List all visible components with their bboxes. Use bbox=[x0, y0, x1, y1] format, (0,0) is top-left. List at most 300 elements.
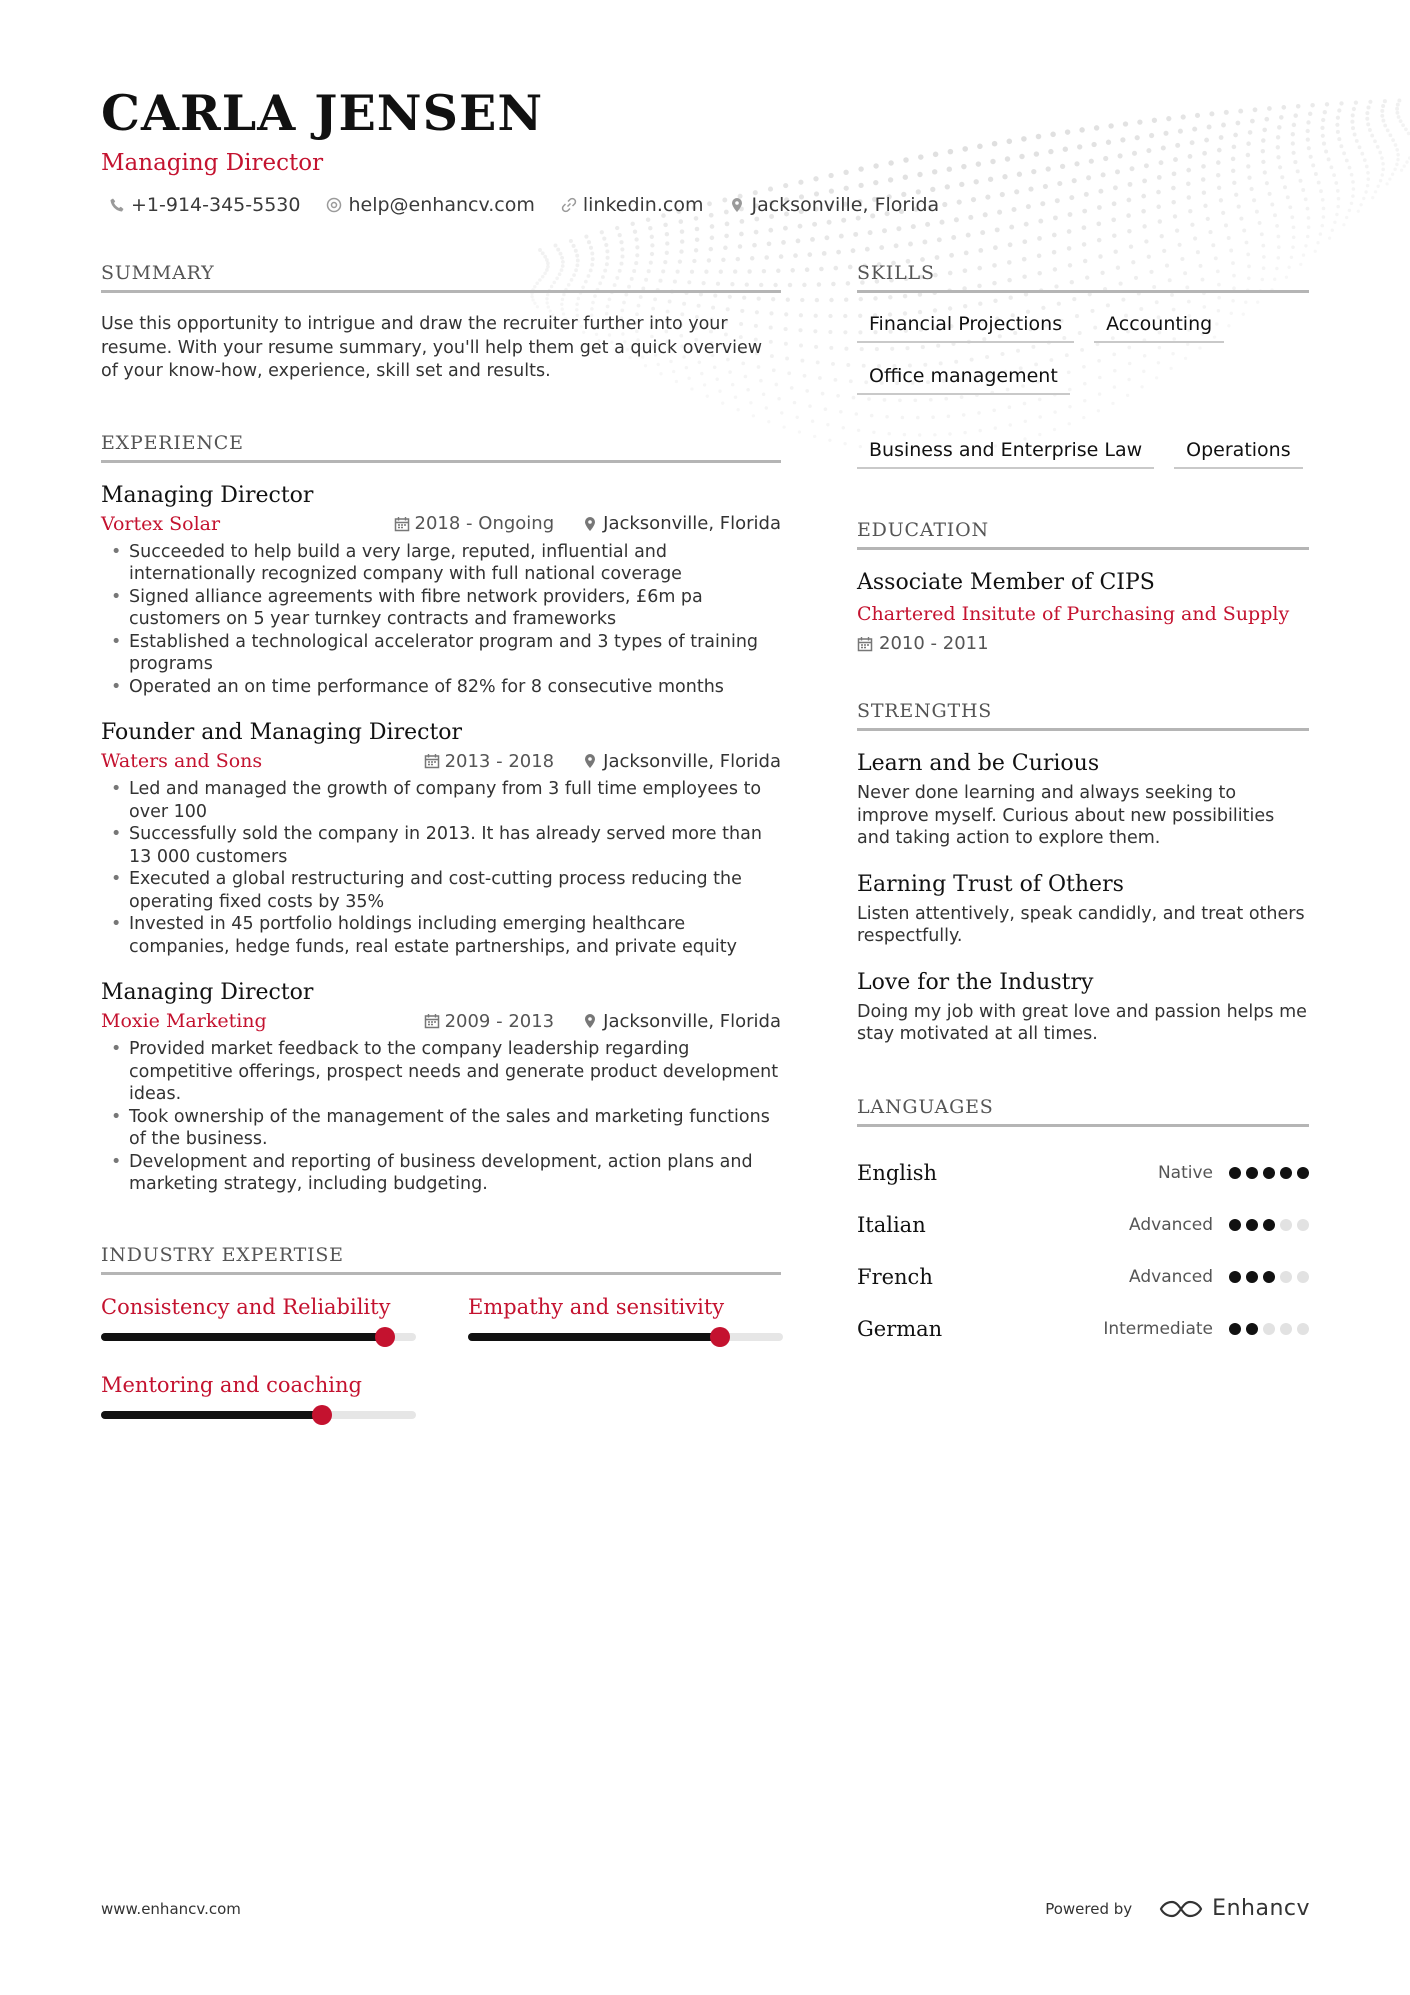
strength-title: Earning Trust of Others bbox=[857, 871, 1124, 897]
pattern-dot bbox=[1396, 153, 1400, 157]
rating-dot-empty bbox=[1263, 1323, 1275, 1335]
pattern-dot bbox=[1316, 241, 1319, 244]
pattern-dot bbox=[1178, 243, 1182, 247]
pattern-dot bbox=[1336, 189, 1340, 193]
pattern-dot bbox=[1381, 173, 1384, 176]
pattern-dot bbox=[752, 243, 757, 248]
expertise-bar bbox=[101, 1333, 416, 1341]
pattern-dot bbox=[836, 394, 840, 398]
pattern-dot bbox=[1397, 115, 1401, 119]
pattern-dot bbox=[1242, 229, 1246, 233]
pattern-dot bbox=[1399, 119, 1403, 123]
pattern-dot bbox=[1348, 209, 1351, 212]
pattern-dot bbox=[750, 256, 755, 261]
expertise-bar-fill bbox=[468, 1333, 720, 1341]
pattern-dot bbox=[724, 234, 729, 239]
pattern-dot bbox=[1381, 162, 1385, 166]
pattern-dot bbox=[590, 252, 594, 256]
pattern-dot bbox=[1127, 229, 1132, 234]
pattern-dot bbox=[554, 244, 558, 248]
expertise-bar-knob bbox=[312, 1405, 332, 1425]
calendar-icon bbox=[424, 753, 440, 769]
pattern-dot bbox=[620, 247, 624, 251]
pattern-dot bbox=[1290, 256, 1293, 259]
expertise-heading: INDUSTRY EXPERTISE bbox=[101, 1244, 781, 1275]
pattern-dot bbox=[828, 314, 832, 318]
job-bullets bbox=[101, 778, 781, 958]
pattern-dot bbox=[1024, 222, 1029, 227]
pattern-dot bbox=[841, 218, 846, 223]
pattern-dot bbox=[556, 248, 560, 252]
pattern-dot bbox=[842, 426, 845, 429]
expertise-label: Consistency and Reliability bbox=[101, 1294, 391, 1319]
pattern-dot bbox=[784, 327, 788, 331]
pattern-dot bbox=[824, 407, 828, 411]
pattern-dot bbox=[1306, 207, 1310, 211]
pattern-dot bbox=[826, 423, 829, 426]
pattern-dot bbox=[1401, 123, 1405, 127]
pattern-dot bbox=[1379, 179, 1382, 182]
pattern-dot bbox=[1239, 217, 1243, 221]
brand-logo[interactable] bbox=[1158, 1896, 1310, 1921]
strength-description: Listen attentively, speak candidly, and treat others respectfully. bbox=[857, 903, 1305, 946]
expertise-bar bbox=[468, 1333, 783, 1341]
rating-dot-filled bbox=[1263, 1167, 1275, 1179]
pattern-dot bbox=[1175, 228, 1179, 232]
rating-dot-filled bbox=[1263, 1271, 1275, 1283]
pattern-dot bbox=[813, 329, 817, 333]
expertise-bar-fill bbox=[101, 1333, 385, 1341]
pattern-dot bbox=[1376, 145, 1380, 149]
pattern-dot bbox=[814, 314, 818, 318]
pattern-dot bbox=[767, 241, 772, 246]
pattern-dot bbox=[1371, 196, 1374, 199]
pattern-dot bbox=[1275, 224, 1279, 228]
pattern-dot bbox=[1333, 221, 1336, 224]
pattern-dot bbox=[1352, 107, 1356, 111]
job-location-text: Jacksonville, Florida bbox=[603, 750, 781, 772]
pattern-dot bbox=[1364, 190, 1367, 193]
language-level: Intermediate bbox=[1103, 1318, 1213, 1339]
pattern-dot bbox=[1052, 233, 1057, 238]
skill-tag: Office management bbox=[857, 365, 1070, 395]
pattern-dot bbox=[1374, 190, 1377, 193]
pattern-dot bbox=[635, 245, 639, 249]
pattern-dot bbox=[1363, 158, 1367, 162]
pattern-dot bbox=[843, 330, 847, 334]
pattern-dot bbox=[1160, 234, 1164, 238]
pattern-dot bbox=[1314, 172, 1318, 176]
rating-dot-filled bbox=[1280, 1167, 1292, 1179]
pattern-dot bbox=[796, 239, 801, 244]
pattern-dot bbox=[1053, 215, 1058, 220]
language-level: Native bbox=[1157, 1162, 1213, 1183]
pattern-dot bbox=[1304, 197, 1308, 201]
pattern-dot bbox=[836, 250, 841, 255]
pattern-dot bbox=[1327, 157, 1331, 161]
pattern-dot bbox=[665, 251, 669, 255]
pattern-dot bbox=[795, 416, 798, 419]
contact-email[interactable] bbox=[326, 194, 534, 216]
job-bullet: • Development and reporting of business development, action plans and marketing strategy, including budgeting. bbox=[101, 1151, 781, 1196]
pattern-dot bbox=[1206, 217, 1210, 221]
job-bullet: • Operated an on time performance of 82% for 8 consecutive months bbox=[101, 676, 781, 699]
pattern-dot bbox=[1391, 173, 1394, 176]
pattern-dot bbox=[618, 233, 622, 237]
pattern-dot bbox=[790, 268, 795, 273]
pattern-dot bbox=[650, 235, 654, 239]
experience-heading: EXPERIENCE bbox=[101, 432, 781, 463]
pattern-dot bbox=[1052, 250, 1057, 255]
pattern-dot bbox=[1302, 253, 1305, 256]
pattern-dot bbox=[937, 237, 942, 242]
calendar-icon bbox=[857, 636, 873, 652]
rating-dot-filled bbox=[1246, 1219, 1258, 1231]
pattern-dot bbox=[1325, 102, 1329, 106]
rating-dot-filled bbox=[1246, 1271, 1258, 1283]
pattern-dot bbox=[807, 252, 812, 257]
pattern-dot bbox=[1366, 171, 1370, 175]
pattern-dot bbox=[829, 298, 833, 302]
pattern-dot bbox=[1337, 197, 1341, 201]
pattern-dot bbox=[1098, 254, 1102, 258]
pattern-dot bbox=[1214, 256, 1218, 260]
rating-dot-empty bbox=[1280, 1271, 1292, 1283]
pattern-dot bbox=[1391, 138, 1395, 142]
pattern-dot bbox=[1067, 229, 1072, 234]
pattern-dot bbox=[1366, 105, 1370, 109]
rating-dot-empty bbox=[1280, 1219, 1292, 1231]
pattern-dot bbox=[591, 257, 595, 261]
pattern-dot bbox=[1277, 245, 1281, 249]
job-title: Managing Director bbox=[101, 980, 314, 1005]
summary-heading: SUMMARY bbox=[101, 262, 781, 293]
language-item bbox=[857, 1251, 1309, 1303]
pattern-dot bbox=[827, 220, 832, 225]
pattern-dot bbox=[851, 248, 856, 253]
pattern-dot bbox=[805, 389, 809, 393]
pattern-dot bbox=[1246, 253, 1250, 257]
pattern-dot bbox=[834, 378, 838, 382]
pattern-dot bbox=[800, 359, 804, 363]
pattern-dot bbox=[852, 396, 856, 400]
pattern-dot bbox=[1193, 236, 1197, 240]
strength-description: Never done learning and always seeking to improve myself. Curious about new possibilities and taking action to explore them. bbox=[857, 783, 1275, 848]
pattern-dot bbox=[1277, 256, 1281, 260]
pattern-dot bbox=[783, 226, 788, 231]
location-pin-icon bbox=[729, 197, 745, 213]
candidate-role: Managing Director bbox=[101, 150, 324, 176]
pattern-dot bbox=[1321, 134, 1325, 138]
pattern-dot bbox=[786, 298, 790, 302]
powered-by-label: Powered by bbox=[1045, 1899, 1133, 1918]
contact-phone[interactable] bbox=[109, 194, 300, 216]
skills-list bbox=[857, 313, 1309, 469]
language-rating bbox=[1229, 1167, 1309, 1179]
pattern-dot bbox=[1307, 146, 1311, 150]
pattern-dot bbox=[849, 379, 853, 383]
pattern-dot bbox=[620, 254, 624, 258]
pattern-dot bbox=[648, 226, 652, 230]
pattern-dot bbox=[1037, 253, 1042, 258]
company-name: Vortex Solar bbox=[101, 512, 221, 535]
pattern-dot bbox=[1022, 239, 1027, 244]
pattern-dot bbox=[1311, 163, 1315, 167]
pattern-dot bbox=[695, 227, 700, 232]
rating-dot-filled bbox=[1263, 1219, 1275, 1231]
pattern-dot bbox=[1366, 122, 1370, 126]
rating-dot-empty bbox=[1297, 1219, 1309, 1231]
pattern-dot bbox=[810, 237, 815, 242]
pattern-dot bbox=[1404, 127, 1408, 131]
pattern-dot bbox=[843, 314, 847, 318]
pattern-dot bbox=[695, 237, 700, 242]
pattern-dot bbox=[665, 232, 669, 236]
pattern-dot bbox=[710, 224, 715, 229]
pattern-dot bbox=[843, 442, 846, 445]
pattern-dot bbox=[833, 266, 838, 271]
pattern-dot bbox=[949, 253, 954, 258]
pattern-dot bbox=[1114, 250, 1118, 254]
pattern-dot bbox=[634, 237, 638, 241]
pattern-dot bbox=[1377, 185, 1380, 188]
pattern-dot bbox=[1395, 163, 1398, 166]
pattern-dot bbox=[1112, 233, 1117, 238]
pattern-dot bbox=[1321, 224, 1325, 228]
expertise-label: Mentoring and coaching bbox=[101, 1372, 362, 1397]
pattern-dot bbox=[784, 342, 788, 346]
pattern-dot bbox=[1224, 223, 1228, 227]
pattern-dot bbox=[1360, 152, 1364, 156]
rating-dot-filled bbox=[1229, 1271, 1241, 1283]
language-item bbox=[857, 1303, 1309, 1355]
pattern-dot bbox=[1211, 243, 1215, 247]
pattern-dot bbox=[694, 216, 699, 221]
contact-linkedin[interactable] bbox=[561, 194, 704, 216]
pattern-dot bbox=[1373, 139, 1377, 143]
pattern-dot bbox=[1355, 139, 1359, 143]
pattern-dot bbox=[896, 226, 901, 231]
pattern-dot bbox=[1320, 126, 1324, 130]
pattern-dot bbox=[790, 386, 794, 390]
pattern-dot bbox=[1380, 156, 1384, 160]
pattern-dot bbox=[764, 255, 769, 260]
pattern-dot bbox=[587, 240, 591, 244]
pattern-dot bbox=[844, 347, 848, 351]
expertise-bar bbox=[101, 1411, 416, 1419]
experience-item bbox=[101, 980, 781, 1196]
expertise-bar-knob bbox=[710, 1327, 730, 1347]
pattern-dot bbox=[1358, 145, 1362, 149]
pattern-dot bbox=[1291, 246, 1295, 250]
pattern-dot bbox=[1386, 129, 1390, 133]
pattern-dot bbox=[882, 228, 887, 233]
pattern-dot bbox=[543, 255, 547, 259]
pattern-dot bbox=[1129, 245, 1133, 249]
strength-title: Learn and be Curious bbox=[857, 751, 1100, 776]
pattern-dot bbox=[1351, 113, 1355, 117]
job-bullet: • Signed alliance agreements with fibre network providers, £6m pa customers on 5 year turnkey contracts and frameworks bbox=[101, 586, 781, 631]
pattern-dot bbox=[811, 419, 814, 422]
pattern-dot bbox=[800, 298, 804, 302]
pattern-dot bbox=[1342, 151, 1346, 155]
expertise-item bbox=[101, 1373, 416, 1419]
pattern-dot bbox=[663, 223, 668, 228]
pattern-dot bbox=[680, 229, 685, 234]
left-column bbox=[101, 262, 781, 1419]
job-bullets bbox=[101, 541, 781, 699]
pattern-dot bbox=[1400, 169, 1403, 172]
pattern-dot bbox=[1381, 168, 1385, 172]
pattern-dot bbox=[1321, 198, 1325, 202]
pattern-dot bbox=[768, 228, 773, 233]
pattern-dot bbox=[793, 401, 797, 405]
contact-location-text: Jacksonville, Florida bbox=[751, 194, 940, 216]
pattern-dot bbox=[1335, 123, 1339, 127]
job-location-text: Jacksonville, Florida bbox=[603, 1010, 781, 1032]
pattern-dot bbox=[1365, 117, 1369, 121]
pattern-dot bbox=[1317, 181, 1321, 185]
pattern-dot bbox=[814, 345, 818, 349]
pattern-dot bbox=[665, 241, 669, 245]
pattern-dot bbox=[575, 254, 579, 258]
pattern-dot bbox=[1229, 249, 1233, 253]
pattern-dot bbox=[966, 233, 971, 238]
pattern-dot bbox=[1388, 177, 1391, 180]
language-name: Italian bbox=[857, 1212, 926, 1237]
summary-text: Use this opportunity to intrigue and draw the recruiter further into your resume. With your resume summary, you'll help them get a quick overview of your know-how, experience, skill set and results. bbox=[101, 314, 763, 381]
pattern-dot bbox=[818, 376, 822, 380]
pattern-dot bbox=[821, 392, 825, 396]
pattern-dot bbox=[1331, 229, 1334, 232]
pattern-dot bbox=[680, 239, 684, 243]
pattern-dot bbox=[1403, 165, 1406, 168]
pattern-dot bbox=[816, 360, 820, 364]
pattern-dot bbox=[1208, 230, 1212, 234]
experience-item bbox=[101, 720, 781, 958]
pattern-dot bbox=[1196, 250, 1200, 254]
strength-item bbox=[857, 970, 1309, 1046]
pattern-dot bbox=[1324, 149, 1328, 153]
pattern-dot bbox=[1367, 177, 1371, 181]
pattern-dot bbox=[1339, 101, 1343, 105]
job-dates bbox=[424, 1011, 555, 1032]
pattern-dot bbox=[1292, 236, 1296, 240]
pattern-dot bbox=[779, 254, 784, 259]
pattern-dot bbox=[853, 232, 858, 237]
pattern-dot bbox=[839, 234, 844, 239]
pattern-dot bbox=[1389, 133, 1393, 137]
pattern-dot bbox=[908, 242, 913, 247]
language-item bbox=[857, 1199, 1309, 1251]
job-bullet: • Took ownership of the management of the sales and marketing functions of the business. bbox=[101, 1106, 781, 1151]
contact-email-text: help@enhancv.com bbox=[348, 194, 535, 216]
pattern-dot bbox=[1245, 241, 1249, 245]
company-name: Waters and Sons bbox=[101, 750, 263, 772]
rating-dot-filled bbox=[1246, 1323, 1258, 1335]
pattern-dot bbox=[1319, 232, 1322, 235]
pattern-dot bbox=[798, 430, 801, 433]
pattern-dot bbox=[650, 252, 654, 256]
job-bullets bbox=[101, 1038, 781, 1196]
pattern-dot bbox=[1261, 244, 1265, 248]
pattern-dot bbox=[1323, 110, 1327, 114]
pattern-dot bbox=[1306, 235, 1310, 239]
pattern-dot bbox=[1306, 137, 1310, 141]
pattern-dot bbox=[1351, 194, 1355, 198]
pattern-dot bbox=[1383, 99, 1387, 103]
pattern-dot bbox=[574, 249, 578, 253]
pattern-dot bbox=[817, 282, 822, 287]
pattern-dot bbox=[560, 256, 564, 260]
pattern-dot bbox=[879, 245, 884, 250]
rating-dot-empty bbox=[1297, 1271, 1309, 1283]
pattern-dot bbox=[646, 217, 651, 222]
pattern-dot bbox=[1322, 207, 1326, 211]
page-footer bbox=[101, 1896, 1310, 1921]
pattern-dot bbox=[1380, 114, 1384, 118]
pattern-dot bbox=[839, 410, 843, 414]
pattern-dot bbox=[894, 243, 899, 248]
pattern-dot bbox=[679, 219, 684, 224]
pattern-dot bbox=[725, 222, 730, 227]
pattern-dot bbox=[1322, 142, 1326, 146]
pattern-dot bbox=[822, 251, 827, 256]
pattern-dot bbox=[828, 439, 831, 442]
pattern-dot bbox=[604, 243, 608, 247]
pattern-dot bbox=[584, 235, 588, 239]
pattern-dot bbox=[1381, 104, 1385, 108]
strength-item bbox=[857, 872, 1309, 948]
pattern-dot bbox=[798, 328, 802, 332]
pattern-dot bbox=[954, 217, 959, 222]
pattern-dot bbox=[1162, 249, 1166, 253]
pattern-dot bbox=[1351, 126, 1355, 130]
pattern-dot bbox=[1350, 173, 1354, 177]
footer-url[interactable]: www.enhancv.com bbox=[101, 1899, 241, 1918]
pattern-dot bbox=[1158, 219, 1162, 223]
pattern-dot bbox=[1258, 221, 1262, 225]
pattern-dot bbox=[1277, 235, 1281, 239]
pattern-dot bbox=[1378, 151, 1382, 155]
pattern-dot bbox=[805, 267, 810, 272]
pattern-dot bbox=[1180, 257, 1184, 261]
education-school: Chartered Insitute of Purchasing and Supply bbox=[857, 603, 1290, 625]
education-degree: Associate Member of CIPS bbox=[857, 570, 1155, 595]
pattern-dot bbox=[1405, 160, 1408, 163]
pattern-dot bbox=[808, 404, 812, 408]
job-dates bbox=[394, 513, 555, 534]
pattern-dot bbox=[1397, 99, 1401, 103]
pattern-dot bbox=[606, 256, 610, 260]
job-location-text: Jacksonville, Florida bbox=[603, 513, 781, 534]
pattern-dot bbox=[781, 240, 786, 245]
rating-dot-empty bbox=[1280, 1323, 1292, 1335]
pattern-dot bbox=[844, 297, 848, 301]
pattern-dot bbox=[1368, 100, 1372, 104]
pattern-dot bbox=[1336, 130, 1340, 134]
pattern-dot bbox=[1350, 120, 1354, 124]
pattern-dot bbox=[1354, 100, 1358, 104]
pattern-dot bbox=[1319, 189, 1323, 193]
pattern-dot bbox=[1306, 120, 1310, 124]
skill-tag: Accounting bbox=[1094, 313, 1224, 343]
pattern-dot bbox=[1352, 187, 1356, 191]
pattern-dot bbox=[589, 246, 593, 250]
link-icon bbox=[561, 197, 577, 213]
pattern-dot bbox=[569, 239, 573, 243]
languages-heading: LANGUAGES bbox=[857, 1096, 1309, 1127]
